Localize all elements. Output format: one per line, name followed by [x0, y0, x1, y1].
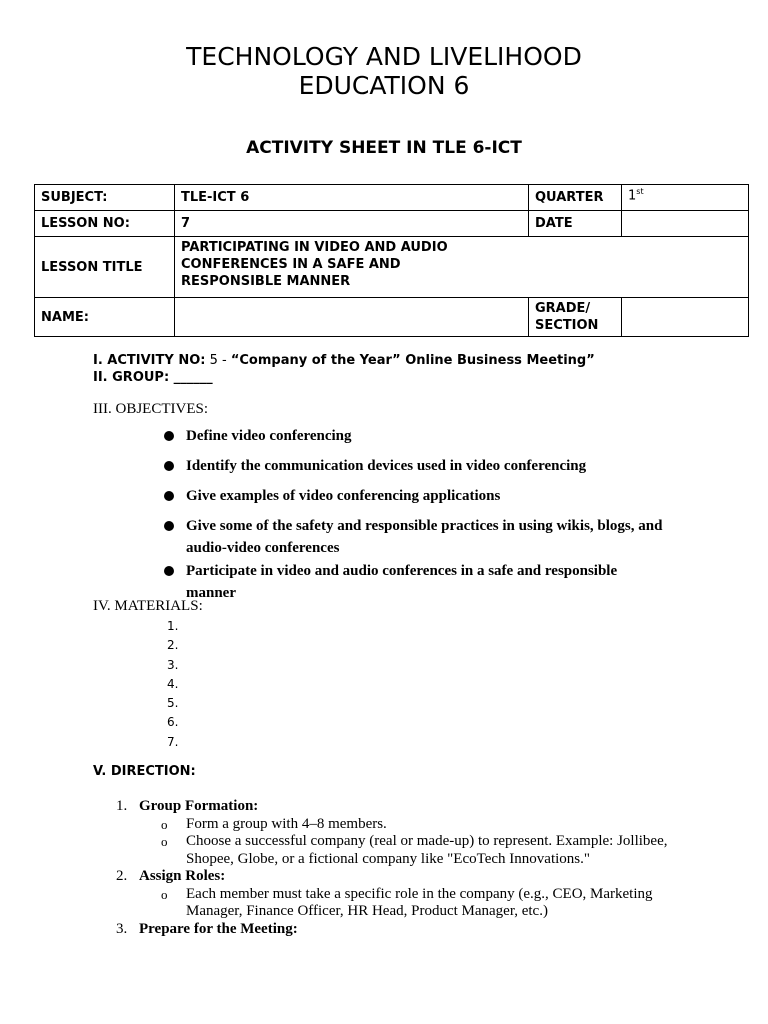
lesson-title-line-3: RESPONSIBLE MANNER: [181, 274, 351, 289]
material-item: 1.: [167, 619, 179, 633]
quarter-value-cell: [622, 185, 749, 211]
title-line-1: TECHNOLOGY AND LIVELIHOOD: [186, 42, 582, 71]
step-title: Prepare for the Meeting:: [139, 920, 298, 937]
step-sub-item: [116, 833, 696, 868]
circle-bullet-icon: o: [161, 886, 168, 902]
lesson-title-label: LESSON TITLE: [35, 237, 175, 298]
direction-step: [116, 868, 696, 886]
page-title: [0, 42, 768, 100]
grade-label-line-1: GRADE/: [535, 301, 591, 316]
step-sub-item: [116, 816, 696, 834]
step-sub-item: [116, 886, 696, 921]
objective-text: Participate in video and audio conferences in a safe and responsible manner: [186, 563, 618, 601]
bullet-icon: [164, 491, 174, 501]
direction-heading: V. DIRECTION:: [93, 764, 196, 779]
bullet-icon: [164, 521, 174, 531]
sub-item-text: Each member must take a specific role in the company (e.g., CEO, Marketing Manager, Finance Officer, HR Head, Product Manager, etc.): [186, 885, 653, 919]
grade-label-line-2: SECTION: [535, 318, 599, 333]
material-item: 4.: [167, 676, 179, 691]
activity-label: I. ACTIVITY NO:: [93, 353, 206, 368]
activity-number: 5 -: [209, 353, 227, 368]
direction-step: [116, 921, 696, 939]
objectives-list: [163, 425, 663, 612]
quarter-label: QUARTER: [529, 185, 622, 211]
activity-line: [93, 352, 595, 369]
bullet-icon: [164, 461, 174, 471]
lesson-title-line-1: PARTICIPATING IN VIDEO AND AUDIO: [181, 240, 448, 255]
lesson-no-label: LESSON NO:: [35, 211, 175, 237]
activity-block: [93, 352, 595, 386]
materials-heading: IV. MATERIALS:: [93, 598, 203, 614]
bullet-icon: [164, 566, 174, 576]
name-label: NAME:: [35, 298, 175, 337]
date-value-field[interactable]: [622, 211, 749, 237]
step-title: Group Formation:: [139, 798, 259, 814]
lesson-info-table: [34, 184, 749, 337]
lesson-title-line-2: CONFERENCES IN A SAFE AND: [181, 257, 401, 272]
quarter-value: 1: [628, 188, 637, 204]
subject-value: TLE-ICT 6: [175, 185, 529, 211]
material-item: 2.: [167, 638, 179, 653]
objective-text: Identify the communication devices used in video conferencing: [186, 458, 587, 474]
title-line-2: EDUCATION 6: [298, 71, 470, 100]
lesson-title-value: [175, 237, 749, 298]
grade-value-field[interactable]: [622, 298, 749, 337]
lesson-no-value: 7: [175, 211, 529, 237]
group-line: II. GROUP: ______: [93, 370, 213, 385]
circle-bullet-icon: o: [161, 816, 168, 832]
objective-text: Give some of the safety and responsible practices in using wikis, blogs, and audio-video conferences: [186, 518, 663, 556]
quarter-suffix: st: [636, 187, 644, 196]
objectives-heading: III. OBJECTIVES:: [93, 401, 208, 417]
circle-bullet-icon: o: [161, 834, 168, 849]
step-number: 3.: [116, 920, 128, 937]
material-item: 5.: [167, 696, 179, 711]
date-label: DATE: [529, 211, 622, 237]
materials-list: [167, 617, 178, 752]
objective-text: Give examples of video conferencing applications: [186, 488, 501, 504]
step-number: 1.: [116, 798, 128, 814]
step-number: 2.: [116, 868, 128, 884]
activity-sheet-subtitle: ACTIVITY SHEET IN TLE 6-ICT: [246, 138, 522, 158]
objective-item: [163, 455, 663, 477]
material-item: 7.: [167, 734, 179, 749]
objective-item: [163, 560, 663, 604]
objective-item: [163, 515, 663, 559]
sub-item-text: Choose a successful company (real or made-up) to represent. Example: Jollibee, Shopee, Globe, or a fictional company like "EcoTech Innovations.": [186, 833, 668, 867]
step-title: Assign Roles:: [139, 868, 226, 884]
objective-text: Define video conferencing: [186, 428, 352, 444]
material-item: 3.: [167, 657, 179, 672]
material-item: 6.: [167, 715, 179, 730]
subject-label: SUBJECT:: [35, 185, 175, 211]
direction-steps: [116, 798, 696, 938]
activity-name: “Company of the Year” Online Business Meeting”: [230, 353, 595, 368]
direction-step: [116, 798, 696, 816]
objective-item: [163, 425, 663, 447]
objective-item: [163, 485, 663, 507]
name-value-field[interactable]: [175, 298, 529, 337]
bullet-icon: [164, 431, 174, 441]
sub-item-text: Form a group with 4–8 members.: [186, 815, 387, 832]
grade-section-label: [529, 298, 622, 337]
